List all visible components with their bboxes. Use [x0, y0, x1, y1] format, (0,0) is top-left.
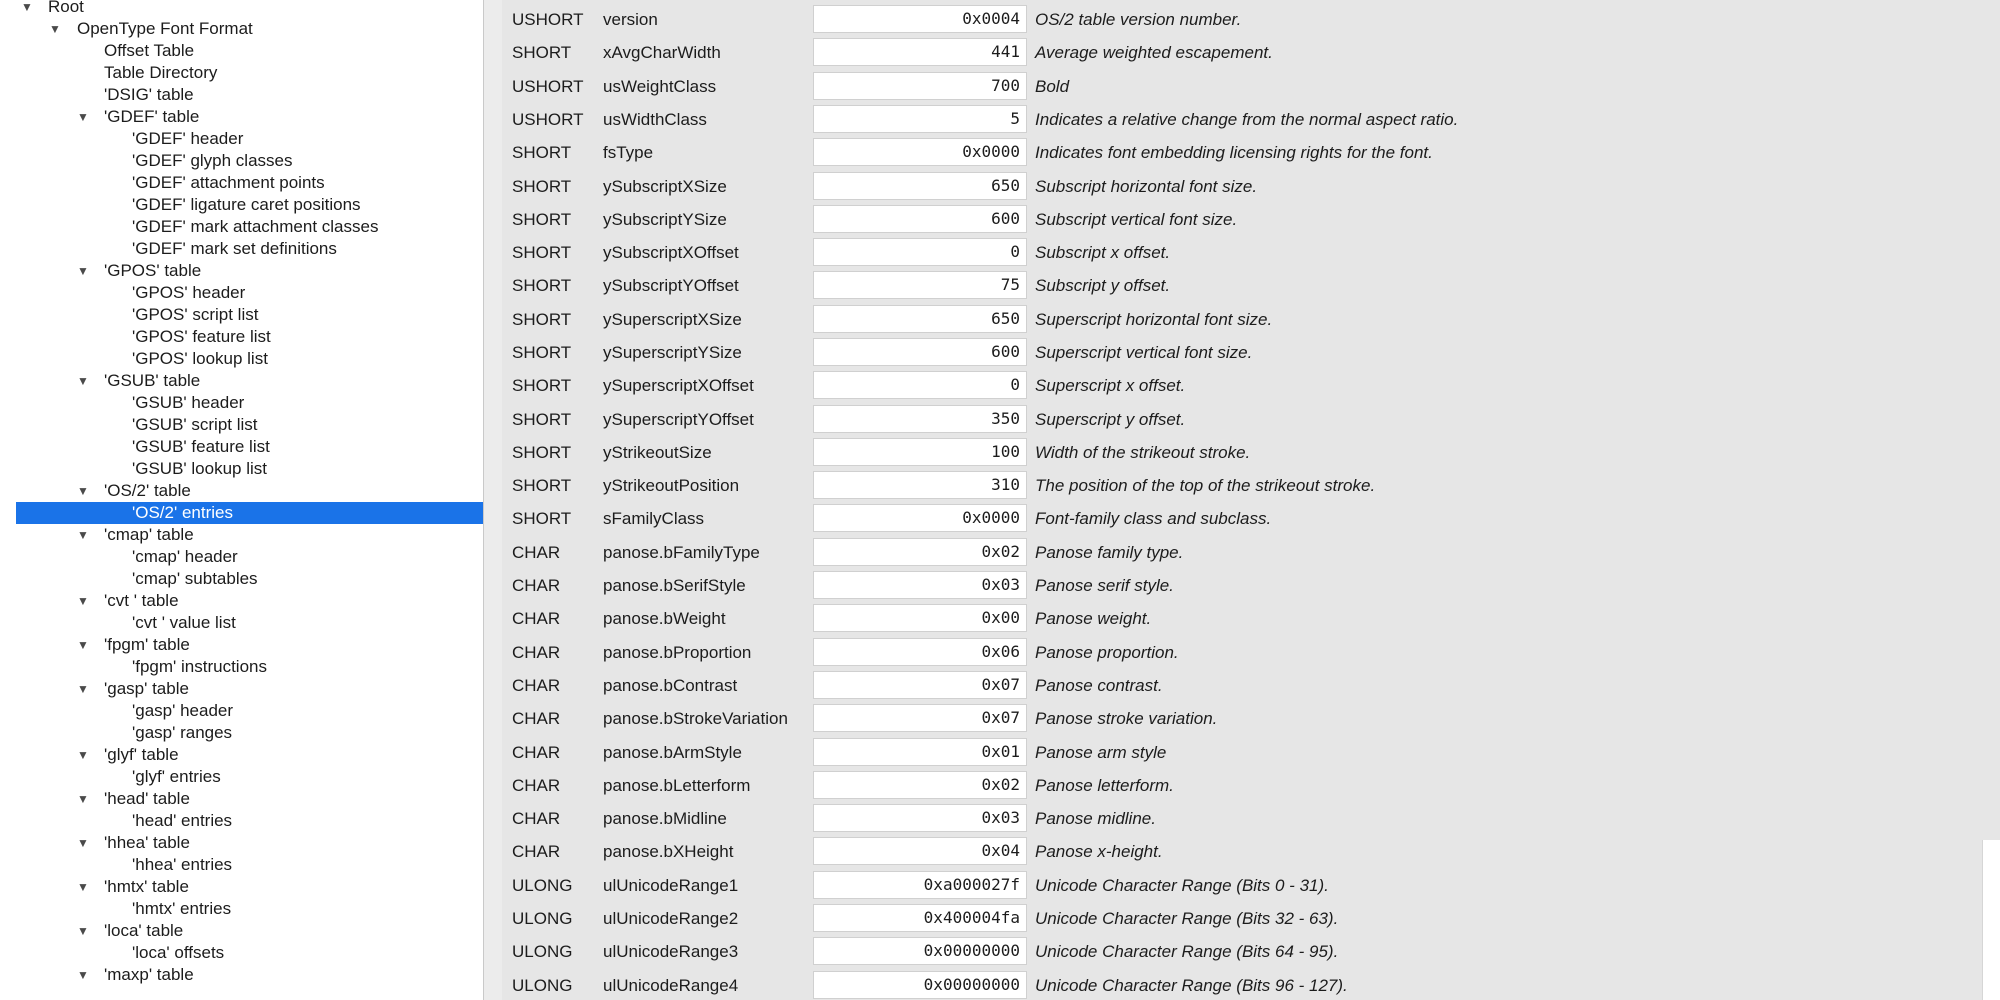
tree-item-label: 'fpgm' table — [104, 635, 190, 654]
field-type: SHORT — [512, 443, 572, 462]
table-row — [502, 336, 2000, 369]
field-type: CHAR — [512, 709, 561, 728]
tree-item-label: 'gasp' table — [104, 679, 189, 698]
tree-item[interactable] — [0, 744, 483, 766]
tree-item-label: 'cmap' header — [132, 547, 238, 566]
tree-item[interactable] — [0, 766, 483, 788]
tree-item-label: 'cvt ' value list — [132, 613, 236, 632]
table-row — [502, 236, 2000, 269]
field-type: ULONG — [512, 942, 573, 961]
field-type: ULONG — [512, 876, 573, 895]
tree-item[interactable] — [0, 964, 483, 986]
field-type: CHAR — [512, 842, 561, 861]
tree-item-label: 'head' entries — [132, 811, 233, 830]
field-description: Subscript horizontal font size. — [1035, 177, 1258, 196]
field-name: ulUnicodeRange3 — [603, 942, 739, 961]
tree-item-label: 'GPOS' script list — [132, 305, 259, 324]
field-type: SHORT — [512, 210, 572, 229]
field-value-input[interactable]: 0x02 — [813, 538, 1027, 566]
field-value-input[interactable]: 0x0004 — [813, 5, 1027, 33]
field-description: Unicode Character Range (Bits 96 - 127). — [1035, 976, 1348, 995]
field-name: fsType — [603, 143, 654, 162]
field-description: Panose serif style. — [1035, 576, 1174, 595]
table-row — [502, 403, 2000, 436]
field-description: Indicates font embedding licensing rights for the font. — [1035, 143, 1433, 162]
field-type: SHORT — [512, 509, 572, 528]
field-value-input[interactable]: 0x00000000 — [813, 971, 1027, 999]
field-name: xAvgCharWidth — [603, 43, 721, 62]
table-row — [502, 869, 2000, 902]
table-row — [502, 70, 2000, 103]
field-description: Panose letterform. — [1035, 776, 1174, 795]
field-name: panose.bSerifStyle — [603, 576, 746, 595]
tree-item[interactable] — [0, 238, 483, 260]
table-row — [502, 36, 2000, 69]
field-name: yStrikeoutSize — [603, 443, 712, 462]
field-value-input[interactable]: 600 — [813, 205, 1027, 233]
tree-item-label: 'OS/2' entries — [132, 503, 233, 522]
tree-item[interactable] — [0, 194, 483, 216]
tree-item[interactable] — [0, 722, 483, 744]
table-row — [502, 469, 2000, 502]
field-value-input[interactable]: 0x07 — [813, 704, 1027, 732]
field-name: panose.bArmStyle — [603, 743, 742, 762]
tree-item[interactable] — [0, 326, 483, 348]
field-name: panose.bMidline — [603, 809, 727, 828]
tree-item-label: 'GDEF' table — [104, 107, 200, 126]
disclosure-triangle-down-icon[interactable]: ▼ — [77, 924, 89, 938]
field-value-input[interactable]: 350 — [813, 405, 1027, 433]
tree-item-label: 'hhea' entries — [132, 855, 233, 874]
table-row — [502, 269, 2000, 302]
field-type: CHAR — [512, 743, 561, 762]
field-value-input[interactable]: 0 — [813, 371, 1027, 399]
tree-item[interactable] — [0, 854, 483, 876]
field-description: Bold — [1035, 77, 1070, 96]
field-description: Panose weight. — [1035, 609, 1152, 628]
field-type: ULONG — [512, 976, 573, 995]
field-name: version — [603, 10, 658, 29]
field-description: Panose contrast. — [1035, 676, 1163, 695]
table-row — [502, 636, 2000, 669]
field-value-input[interactable]: 441 — [813, 38, 1027, 66]
field-value-input[interactable]: 0x02 — [813, 771, 1027, 799]
scrollbar-edge — [1982, 840, 1983, 1000]
field-type: SHORT — [512, 243, 572, 262]
tree-item-label: 'loca' table — [104, 921, 184, 940]
field-description: Superscript x offset. — [1035, 376, 1186, 395]
tree-item[interactable] — [0, 546, 483, 568]
table-row — [502, 702, 2000, 735]
field-description: Unicode Character Range (Bits 32 - 63). — [1035, 909, 1339, 928]
field-name: ulUnicodeRange1 — [603, 876, 739, 895]
field-description: Average weighted escapement. — [1035, 43, 1273, 62]
table-row — [502, 203, 2000, 236]
field-name: ySubscriptXOffset — [603, 243, 739, 262]
table-row — [502, 502, 2000, 535]
disclosure-triangle-down-icon[interactable]: ▼ — [77, 110, 89, 124]
disclosure-triangle-down-icon[interactable]: ▼ — [77, 968, 89, 982]
field-type: SHORT — [512, 43, 572, 62]
field-value-input[interactable]: 100 — [813, 438, 1027, 466]
tree-item[interactable] — [0, 612, 483, 634]
tree-item[interactable] — [0, 568, 483, 590]
field-value-input[interactable]: 0x01 — [813, 738, 1027, 766]
field-description: Unicode Character Range (Bits 0 - 31). — [1035, 876, 1329, 895]
field-value-input[interactable]: 0x0000 — [813, 138, 1027, 166]
field-type: SHORT — [512, 177, 572, 196]
field-name: ySuperscriptXOffset — [603, 376, 754, 395]
tree-item-label: 'gasp' header — [132, 701, 234, 720]
table-row — [502, 303, 2000, 336]
table-row — [502, 736, 2000, 769]
tree-item-label: 'cmap' subtables — [132, 569, 258, 588]
tree-item[interactable] — [0, 656, 483, 678]
disclosure-triangle-down-icon[interactable]: ▼ — [77, 528, 89, 542]
field-type: CHAR — [512, 676, 561, 695]
field-description: Superscript horizontal font size. — [1035, 310, 1273, 329]
field-type: SHORT — [512, 310, 572, 329]
field-value-input[interactable]: 75 — [813, 271, 1027, 299]
tree-item[interactable] — [16, 502, 483, 524]
tree-item-label: OpenType Font Format — [77, 19, 253, 38]
tree-item[interactable] — [0, 216, 483, 238]
tree-item-label: 'hmtx' table — [104, 877, 189, 896]
tree-item[interactable] — [0, 832, 483, 854]
disclosure-triangle-down-icon[interactable]: ▼ — [77, 748, 89, 762]
disclosure-triangle-down-icon[interactable]: ▼ — [77, 880, 89, 894]
tree-item-label: Offset Table — [104, 41, 195, 60]
disclosure-triangle-down-icon[interactable]: ▼ — [77, 484, 89, 498]
field-name: panose.bContrast — [603, 676, 738, 695]
field-value-input[interactable]: 600 — [813, 338, 1027, 366]
entries-panel — [484, 0, 2000, 1000]
disclosure-triangle-down-icon[interactable]: ▼ — [49, 22, 61, 36]
tree-item[interactable] — [0, 480, 483, 502]
tree-item-label: 'GSUB' header — [132, 393, 245, 412]
field-value-input[interactable]: 5 — [813, 105, 1027, 133]
table-row — [502, 3, 2000, 36]
field-value-input[interactable]: 650 — [813, 172, 1027, 200]
tree-item[interactable] — [0, 590, 483, 612]
field-description: Superscript y offset. — [1035, 410, 1186, 429]
field-description: Indicates a relative change from the normal aspect ratio. — [1035, 110, 1459, 129]
field-description: Subscript y offset. — [1035, 276, 1171, 295]
field-description: Unicode Character Range (Bits 64 - 95). — [1035, 942, 1339, 961]
tree-item-label: 'GPOS' table — [104, 261, 202, 280]
tree-item[interactable] — [0, 84, 483, 106]
tree-item[interactable] — [0, 40, 483, 62]
disclosure-triangle-down-icon[interactable]: ▼ — [77, 792, 89, 806]
tree-item[interactable] — [0, 18, 483, 40]
field-type: SHORT — [512, 276, 572, 295]
field-type: CHAR — [512, 576, 561, 595]
table-row — [502, 969, 2000, 1000]
field-type: USHORT — [512, 77, 584, 96]
field-description: Panose proportion. — [1035, 643, 1179, 662]
tree-item[interactable] — [0, 260, 483, 282]
disclosure-triangle-down-icon[interactable]: ▼ — [77, 264, 89, 278]
field-name: sFamilyClass — [603, 509, 705, 528]
table-row — [502, 436, 2000, 469]
table-row — [502, 835, 2000, 868]
field-type: CHAR — [512, 776, 561, 795]
tree-item-label: 'GDEF' glyph classes — [132, 151, 293, 170]
field-type: SHORT — [512, 343, 572, 362]
tree-item-label: 'head' table — [104, 789, 190, 808]
table-row — [502, 902, 2000, 935]
tree-item-label: 'glyf' entries — [132, 767, 221, 786]
tree-item[interactable] — [0, 370, 483, 392]
tree-item-label: 'hhea' table — [104, 833, 190, 852]
field-name: ulUnicodeRange4 — [603, 976, 739, 995]
field-name: panose.bLetterform — [603, 776, 751, 795]
disclosure-triangle-down-icon[interactable]: ▼ — [77, 638, 89, 652]
disclosure-triangle-down-icon[interactable]: ▼ — [77, 594, 89, 608]
tree-item-label: 'OS/2' table — [104, 481, 191, 500]
tree-item-label: 'glyf' table — [104, 745, 179, 764]
tree-item-label: 'fpgm' instructions — [132, 657, 267, 676]
tree-item[interactable] — [0, 898, 483, 920]
field-value-input[interactable]: 0x03 — [813, 804, 1027, 832]
field-type: ULONG — [512, 909, 573, 928]
disclosure-triangle-down-icon[interactable]: ▼ — [77, 374, 89, 388]
field-description: Panose arm style — [1035, 743, 1167, 762]
field-description: OS/2 table version number. — [1035, 10, 1242, 29]
field-type: CHAR — [512, 809, 561, 828]
field-description: Panose midline. — [1035, 809, 1156, 828]
tree-item-label: 'cmap' table — [104, 525, 194, 544]
field-name: panose.bWeight — [603, 609, 726, 628]
table-row — [502, 669, 2000, 702]
table-row — [502, 569, 2000, 602]
field-name: ySubscriptYSize — [603, 210, 727, 229]
tree-item-label: 'loca' offsets — [132, 943, 225, 962]
tree-item[interactable] — [0, 0, 483, 18]
field-value-input[interactable]: 700 — [813, 72, 1027, 100]
tree-sidebar[interactable] — [0, 0, 483, 1000]
tree-item-label: 'GDEF' mark set definitions — [132, 239, 337, 258]
field-type: SHORT — [512, 476, 572, 495]
field-name: ySuperscriptXSize — [603, 310, 742, 329]
tree-item[interactable] — [0, 876, 483, 898]
tree-item[interactable] — [0, 62, 483, 84]
tree-item[interactable] — [0, 700, 483, 722]
field-description: Panose family type. — [1035, 543, 1184, 562]
field-value-input[interactable]: 0x06 — [813, 638, 1027, 666]
field-name: yStrikeoutPosition — [603, 476, 740, 495]
tree-item-label: Table Directory — [104, 63, 218, 82]
tree-item-label: 'GSUB' feature list — [132, 437, 270, 456]
tree-item[interactable] — [0, 634, 483, 656]
table-row — [502, 536, 2000, 569]
field-name: ySubscriptXSize — [603, 177, 727, 196]
tree-item-label: 'GSUB' table — [104, 371, 201, 390]
tree-item-label: 'gasp' ranges — [132, 723, 233, 742]
tree-item[interactable] — [0, 282, 483, 304]
tree-item-label: 'GDEF' attachment points — [132, 173, 325, 192]
field-value-input[interactable]: 310 — [813, 471, 1027, 499]
table-row — [502, 769, 2000, 802]
tree-item[interactable] — [0, 920, 483, 942]
field-type: USHORT — [512, 10, 584, 29]
table-row — [502, 369, 2000, 402]
field-description: Panose stroke variation. — [1035, 709, 1218, 728]
field-value-input[interactable]: 0x03 — [813, 571, 1027, 599]
field-value-input[interactable]: 0x0000 — [813, 504, 1027, 532]
field-description: Font-family class and subclass. — [1035, 509, 1272, 528]
field-name: ySuperscriptYOffset — [603, 410, 754, 429]
field-name: panose.bStrokeVariation — [603, 709, 788, 728]
field-value-input[interactable]: 0x00 — [813, 604, 1027, 632]
tree-item[interactable] — [0, 172, 483, 194]
tree-item[interactable] — [0, 524, 483, 546]
tree-item[interactable] — [0, 414, 483, 436]
tree-item-label: 'maxp' table — [104, 965, 194, 984]
tree-item[interactable] — [0, 304, 483, 326]
tree-item[interactable] — [0, 436, 483, 458]
field-description: Subscript vertical font size. — [1035, 210, 1238, 229]
tree-item[interactable] — [0, 810, 483, 832]
tree-item-label: 'GDEF' mark attachment classes — [132, 217, 379, 236]
field-value-input[interactable]: 0x00000000 — [813, 937, 1027, 965]
field-name: panose.bFamilyType — [603, 543, 760, 562]
field-type: USHORT — [512, 110, 584, 129]
tree-item-label: 'DSIG' table — [104, 85, 194, 104]
field-name: ySubscriptYOffset — [603, 276, 739, 295]
table-row — [502, 935, 2000, 968]
field-name: ulUnicodeRange2 — [603, 909, 739, 928]
field-type: SHORT — [512, 143, 572, 162]
field-name: panose.bProportion — [603, 643, 752, 662]
table-row — [502, 802, 2000, 835]
field-type: CHAR — [512, 543, 561, 562]
field-value-input[interactable]: 650 — [813, 305, 1027, 333]
disclosure-triangle-down-icon[interactable]: ▼ — [77, 682, 89, 696]
tree-item-label: 'hmtx' entries — [132, 899, 232, 918]
tree-item[interactable] — [0, 788, 483, 810]
tree-item-label: 'GDEF' ligature caret positions — [132, 195, 361, 214]
table-row — [502, 170, 2000, 203]
tree-item-label: 'GDEF' header — [132, 129, 244, 148]
tree-item-label: 'GPOS' header — [132, 283, 246, 302]
field-value-input[interactable]: 0x04 — [813, 837, 1027, 865]
tree-item[interactable] — [0, 150, 483, 172]
field-value-input[interactable]: 0 — [813, 238, 1027, 266]
tree-item[interactable] — [0, 128, 483, 150]
field-value-input[interactable]: 0x07 — [813, 671, 1027, 699]
table-row — [502, 136, 2000, 169]
field-value-input[interactable]: 0xa000027f — [813, 871, 1027, 899]
tree-item[interactable] — [0, 942, 483, 964]
tree-item[interactable] — [0, 348, 483, 370]
field-name: ySuperscriptYSize — [603, 343, 742, 362]
field-type: CHAR — [512, 609, 561, 628]
tree-item-label: Root — [48, 0, 84, 16]
scrollbar-track[interactable] — [1982, 840, 2000, 1000]
table-row — [502, 602, 2000, 635]
tree-item-label: 'GSUB' lookup list — [132, 459, 267, 478]
field-description: The position of the top of the strikeout stroke. — [1035, 476, 1376, 495]
field-description: Width of the strikeout stroke. — [1035, 443, 1251, 462]
field-type: SHORT — [512, 376, 572, 395]
field-type: CHAR — [512, 643, 561, 662]
disclosure-triangle-down-icon[interactable]: ▼ — [77, 836, 89, 850]
field-description: Panose x-height. — [1035, 842, 1163, 861]
tree-item-label: 'GPOS' feature list — [132, 327, 271, 346]
table-row — [502, 103, 2000, 136]
tree-item-label: 'cvt ' table — [104, 591, 179, 610]
tree-item-label: 'GSUB' script list — [132, 415, 258, 434]
field-name: usWeightClass — [603, 77, 717, 96]
field-value-input[interactable]: 0x400004fa — [813, 904, 1027, 932]
field-description: Superscript vertical font size. — [1035, 343, 1253, 362]
field-name: usWidthClass — [603, 110, 707, 129]
tree-item[interactable] — [0, 678, 483, 700]
field-name: panose.bXHeight — [603, 842, 734, 861]
tree-item-label: 'GPOS' lookup list — [132, 349, 268, 368]
tree-item[interactable] — [0, 458, 483, 480]
tree-item[interactable] — [0, 392, 483, 414]
disclosure-triangle-down-icon[interactable]: ▼ — [21, 0, 33, 14]
field-description: Subscript x offset. — [1035, 243, 1171, 262]
tree-item[interactable] — [0, 106, 483, 128]
field-type: SHORT — [512, 410, 572, 429]
